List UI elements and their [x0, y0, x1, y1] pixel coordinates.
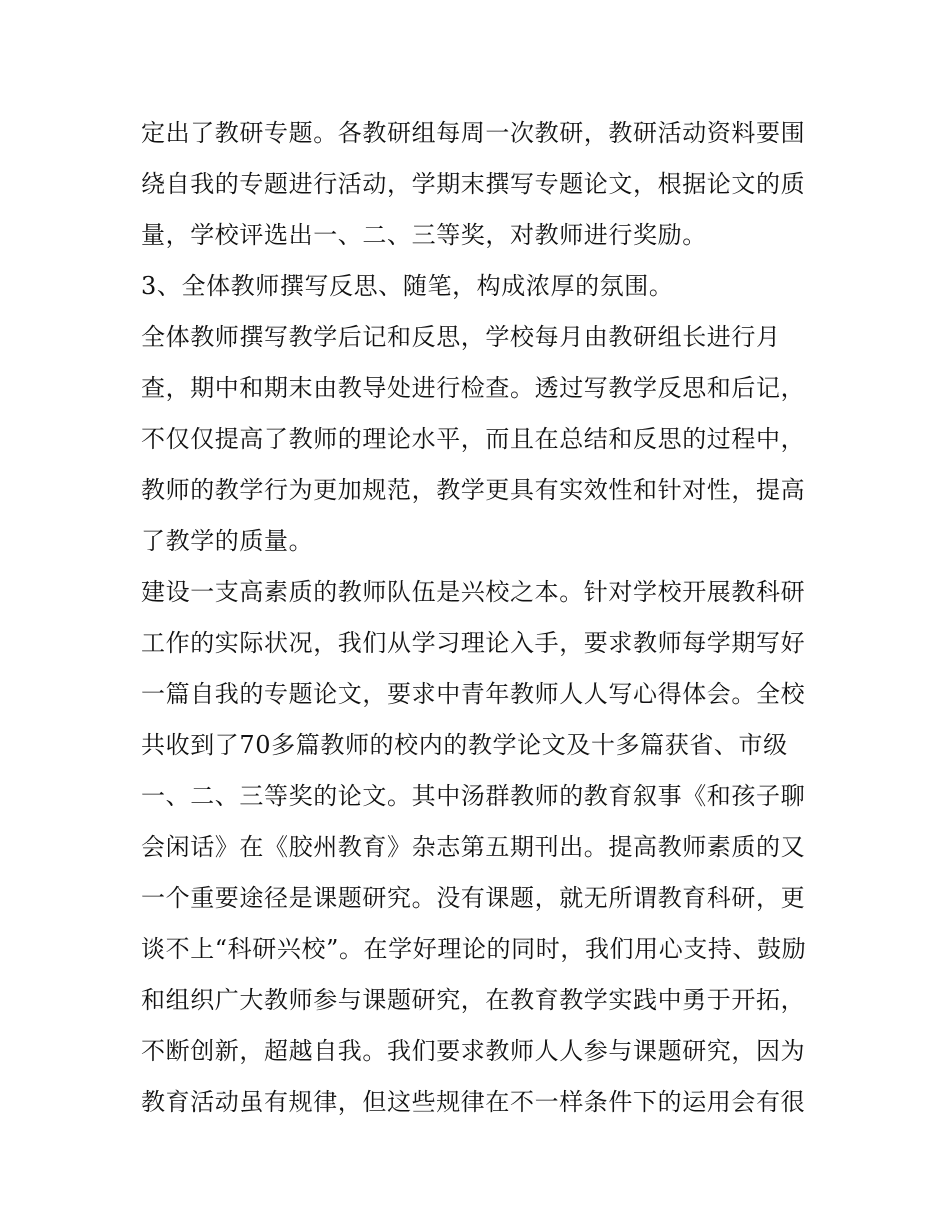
- text-line: 建设一支高素质的教师队伍是兴校之本。针对学校开展教科研: [141, 578, 806, 606]
- text-line: 谈不上“科研兴校”。在学好理论的同时，我们用心支持、鼓励: [141, 935, 807, 963]
- text-line: 了教学的质量。: [141, 527, 314, 555]
- text-line: 工作的实际状况，我们从学习理论入手，要求教师每学期写好: [141, 629, 806, 657]
- text-line: 共收到了70多篇教师的校内的教学论文及十多篇获省、市级: [141, 731, 788, 759]
- text-line: 绕自我的专题进行活动，学期末撰写专题论文，根据论文的质: [141, 170, 806, 198]
- text-line: 教师的教学行为更加规范，教学更具有实效性和针对性，提高: [141, 476, 806, 504]
- text-line: 不仅仅提高了教师的理论水平，而且在总结和反思的过程中，: [141, 425, 806, 453]
- text-line: 一篇自我的专题论文，要求中青年教师人人写心得体会。全校: [141, 680, 806, 708]
- text-line: 一、二、三等奖的论文。其中汤群教师的教育叙事《和孩子聊: [141, 782, 806, 810]
- text-line: 3、全体教师撰写反思、随笔，构成浓厚的氛围。: [141, 272, 674, 300]
- text-line: 会闲话》在《胶州教育》杂志第五期刊出。提高教师素质的又: [141, 833, 806, 861]
- text-line: 教育活动虽有规律，但这些规律在不一样条件下的运用会有很: [141, 1088, 806, 1116]
- body-text: [141, 108, 821, 1128]
- text-line: 和组织广大教师参与课题研究，在教育教学实践中勇于开拓，: [141, 986, 806, 1014]
- text-line: 查，期中和期末由教导处进行检查。透过写教学反思和后记，: [141, 374, 806, 402]
- text-line: 定出了教研专题。各教研组每周一次教研，教研活动资料要围: [141, 119, 806, 147]
- text-line: 全体教师撰写教学后记和反思，学校每月由教研组长进行月: [141, 323, 781, 351]
- text-line: 量，学校评选出一、二、三等奖，对教师进行奖励。: [141, 221, 707, 249]
- text-line: 不断创新，超越自我。我们要求教师人人参与课题研究，因为: [141, 1037, 806, 1065]
- text-line: 一个重要途径是课题研究。没有课题，就无所谓教育科研，更: [141, 884, 806, 912]
